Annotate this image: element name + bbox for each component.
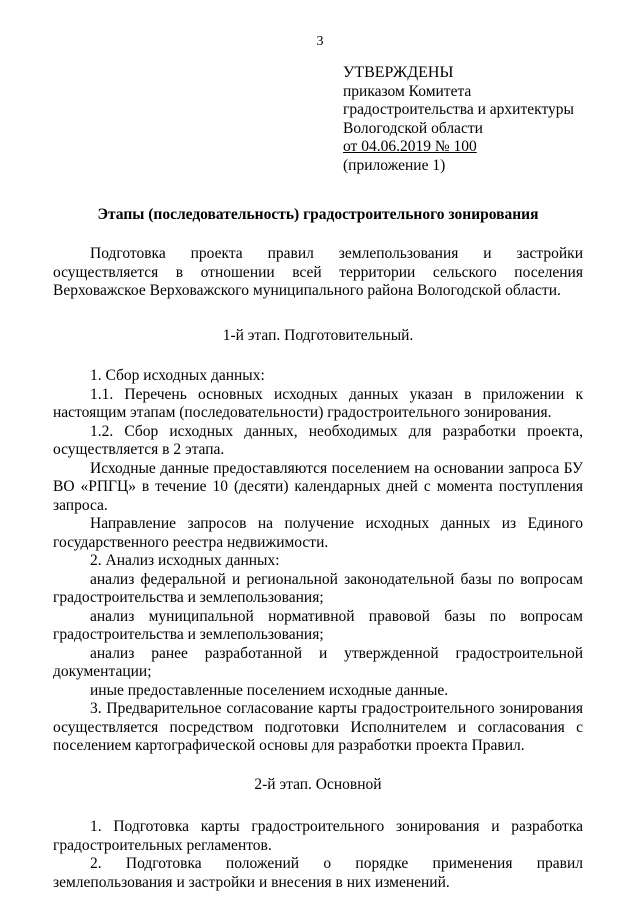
stage-1-paragraph: 1.2. Сбор исходных данных, необходимых для разработки проекта, осуществляется в 2 этапа. [53,422,583,458]
approval-title: УТВЕРЖДЕНЫ [343,64,454,81]
stage-1-paragraph: 2. Анализ исходных данных: [90,552,280,569]
intro-paragraph: Подготовка проекта правил землепользования и застройки осуществляется в отношении всей территории сельского поселения Верховажское Верховажского муниципального района Вологодской области. [53,245,583,299]
stage-1-paragraph: Направление запросов на получение исходных данных из Единого государственного реестра недвижимости. [53,515,583,551]
stage-1-paragraph: 1.1. Перечень основных исходных данных указан в приложении к настоящим этапам (последовательности) градостроительного зонирования. [53,385,583,421]
approval-order-date: от 04.06.2019 № 100 [343,138,477,155]
stage-2-paragraph: 2. Подготовка положений о порядке применения правил землепользования и застройки и внесения в них изменений. [53,855,583,891]
stage-2-paragraph: 1. Подготовка карты градостроительного зонирования и разработка градостроительных регламентов. [53,818,583,854]
approval-line-2: градостроительства и архитектуры [343,101,574,118]
stage-1-paragraph: анализ муниципальной нормативной правовой базы по вопросам градостроительства и землепользования; [53,607,583,643]
approval-block [343,64,574,175]
stage-2-title: 2-й этап. Основной [254,775,382,793]
approval-appendix: (приложение 1) [343,156,446,174]
stage-1-paragraph: 1. Сбор исходных данных: [90,367,265,384]
stage-1-paragraph: анализ федеральной и региональной законодательной базы по вопросам градостроительства и землепользования; [53,570,583,606]
document-body [53,205,583,892]
stage-1-paragraph: анализ ранее разработанной и утвержденной градостроительной документации; [53,644,583,680]
approval-line-1: приказом Комитета [343,82,472,100]
stage-1-title: 1-й этап. Подготовительный. [222,326,414,344]
stage-1-paragraph: Исходные данные предоставляются поселением на основании запроса БУ ВО «РПГЦ» в течение 10 (десяти) календарных дней с момента поступления запроса. [53,459,583,514]
page-number: 3 [316,34,324,49]
document-heading: Этапы (последовательность) градостроительного зонирования [97,206,539,223]
stage-1-paragraph: иные предоставленные поселением исходные данные. [90,681,449,699]
stage-1-paragraph: 3. Предварительное согласование карты градостроительного зонирования осуществляется посредством подготовки Исполнителем и согласования с поселением картографической основы для разработки проекта Правил. [53,700,583,754]
approval-line-3: Вологодской области [343,119,483,137]
